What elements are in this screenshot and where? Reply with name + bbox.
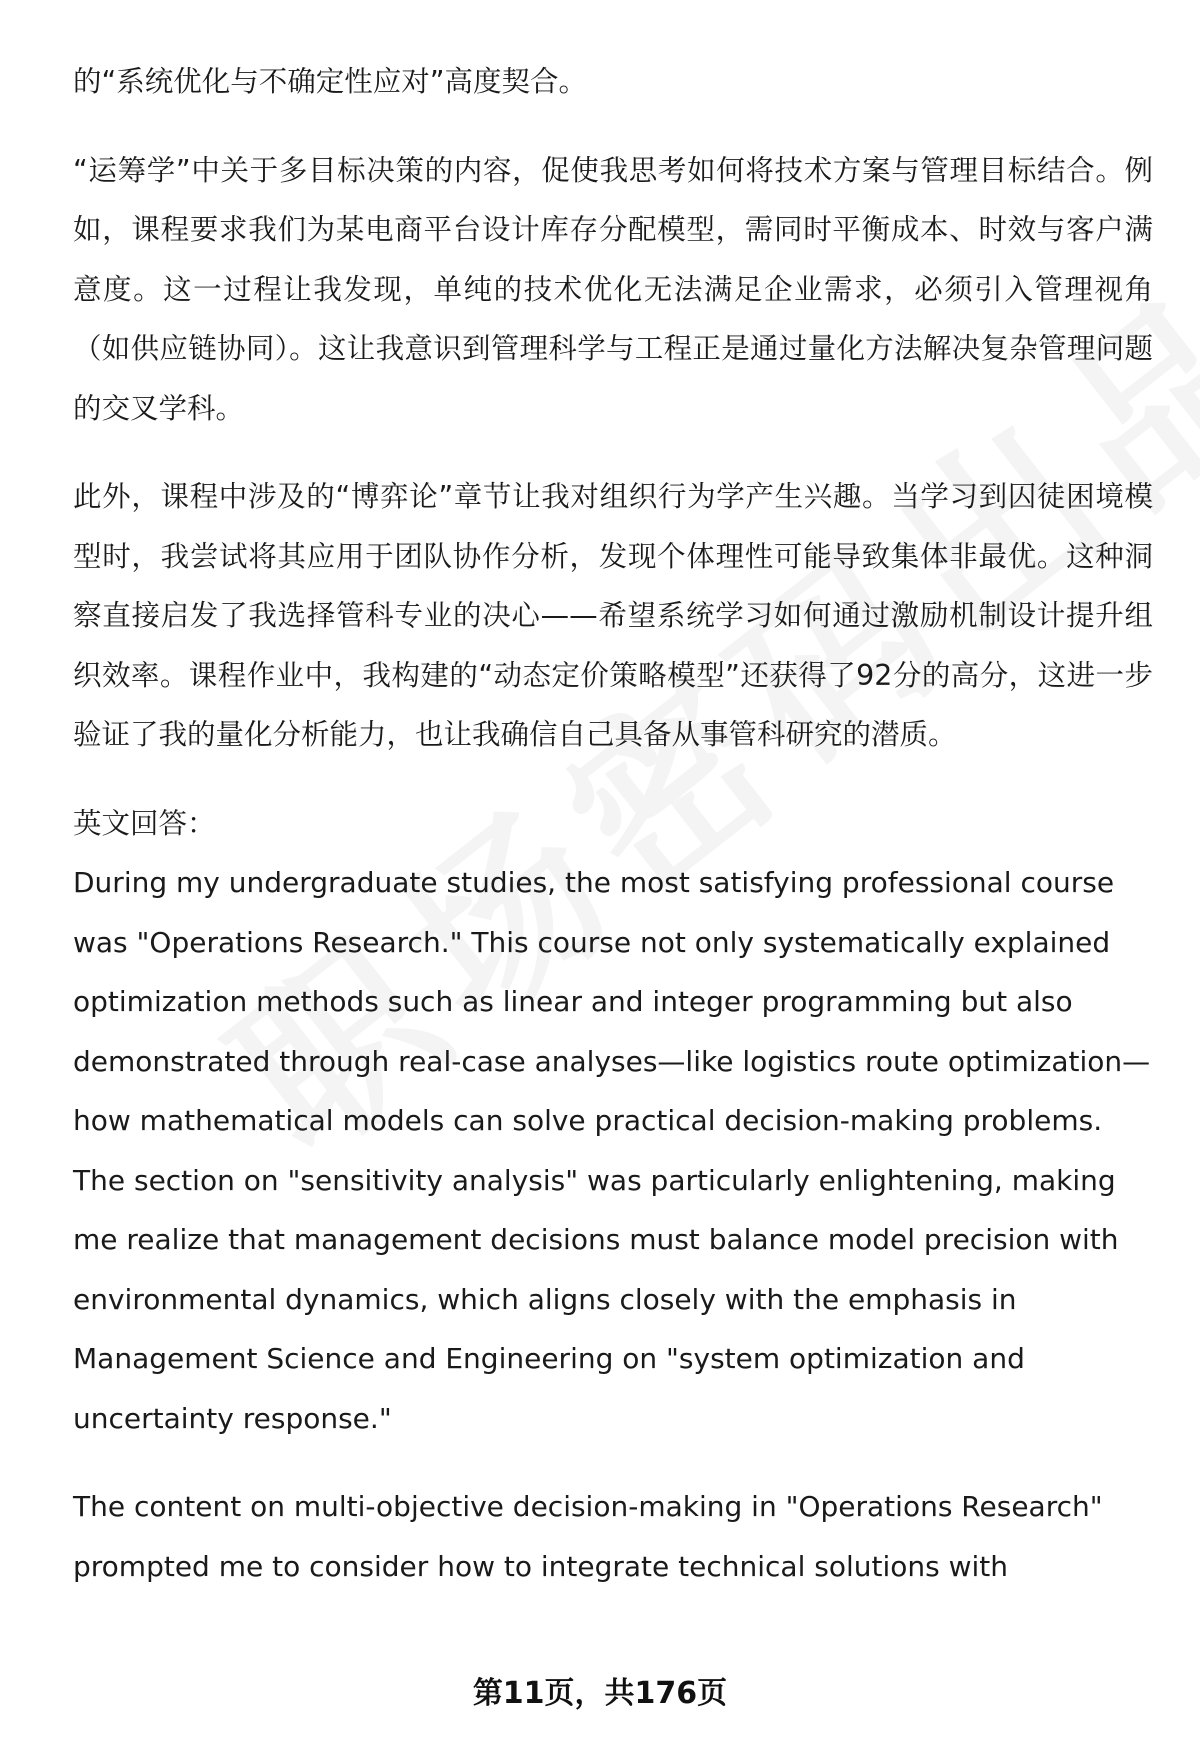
paragraph-en-1: During my undergraduate studies, the most satisfying professional course was "Operations Research." This course not only systematically explained optimization methods such as linear and integer programming but also demonstrated through real-case analyses—like logistics route optimization—how mathematical models can solve practical decision-making problems. The section on "sensitivity analysis" was particularly enlightening, making me realize that management decisions must balance model precision with environmental dynamics, which aligns closely with the emphasis in Management Science and Engineering on "system optimization and uncertainty response.": [73, 866, 1151, 1435]
paragraph-zh-2: “运筹学”中关于多目标决策的内容，促使我思考如何将技术方案与管理目标结合。例如，课程要求我们为某电商平台设计库存分配模型，需同时平衡成本、时效与客户满意度。这一过程让我发现，单纯的技术优化无法满足企业需求，必须引入管理视角（如供应链协同）。这让我意识到管理科学与工程正是通过量化方法解决复杂管理问题的交叉学科。: [73, 153, 1153, 425]
page-content: [73, 52, 1153, 1625]
english-answer-label: 英文回答：: [73, 806, 216, 840]
paragraph-zh-3: 此外，课程中涉及的“博弈论”章节让我对组织行为学产生兴趣。当学习到囚徒困境模型时，我尝试将其应用于团队协作分析，发现个体理性可能导致集体非最优。这种洞察直接启发了我选择管科专业的决心——希望系统学习如何通过激励机制设计提升组织效率。课程作业中，我构建的“动态定价策略模型”还获得了92分的高分，这进一步验证了我的量化分析能力，也让我确信自己具备从事管科研究的潜质。: [73, 480, 1153, 751]
paragraph-en-2: The content on multi-objective decision-making in "Operations Research" prompted me to consider how to integrate technical solutions with: [73, 1490, 1103, 1583]
page-footer: 第11页，共176页: [472, 1676, 728, 1711]
paragraph-zh-1: 的“系统优化与不确定性应对”高度契合。: [73, 65, 588, 98]
